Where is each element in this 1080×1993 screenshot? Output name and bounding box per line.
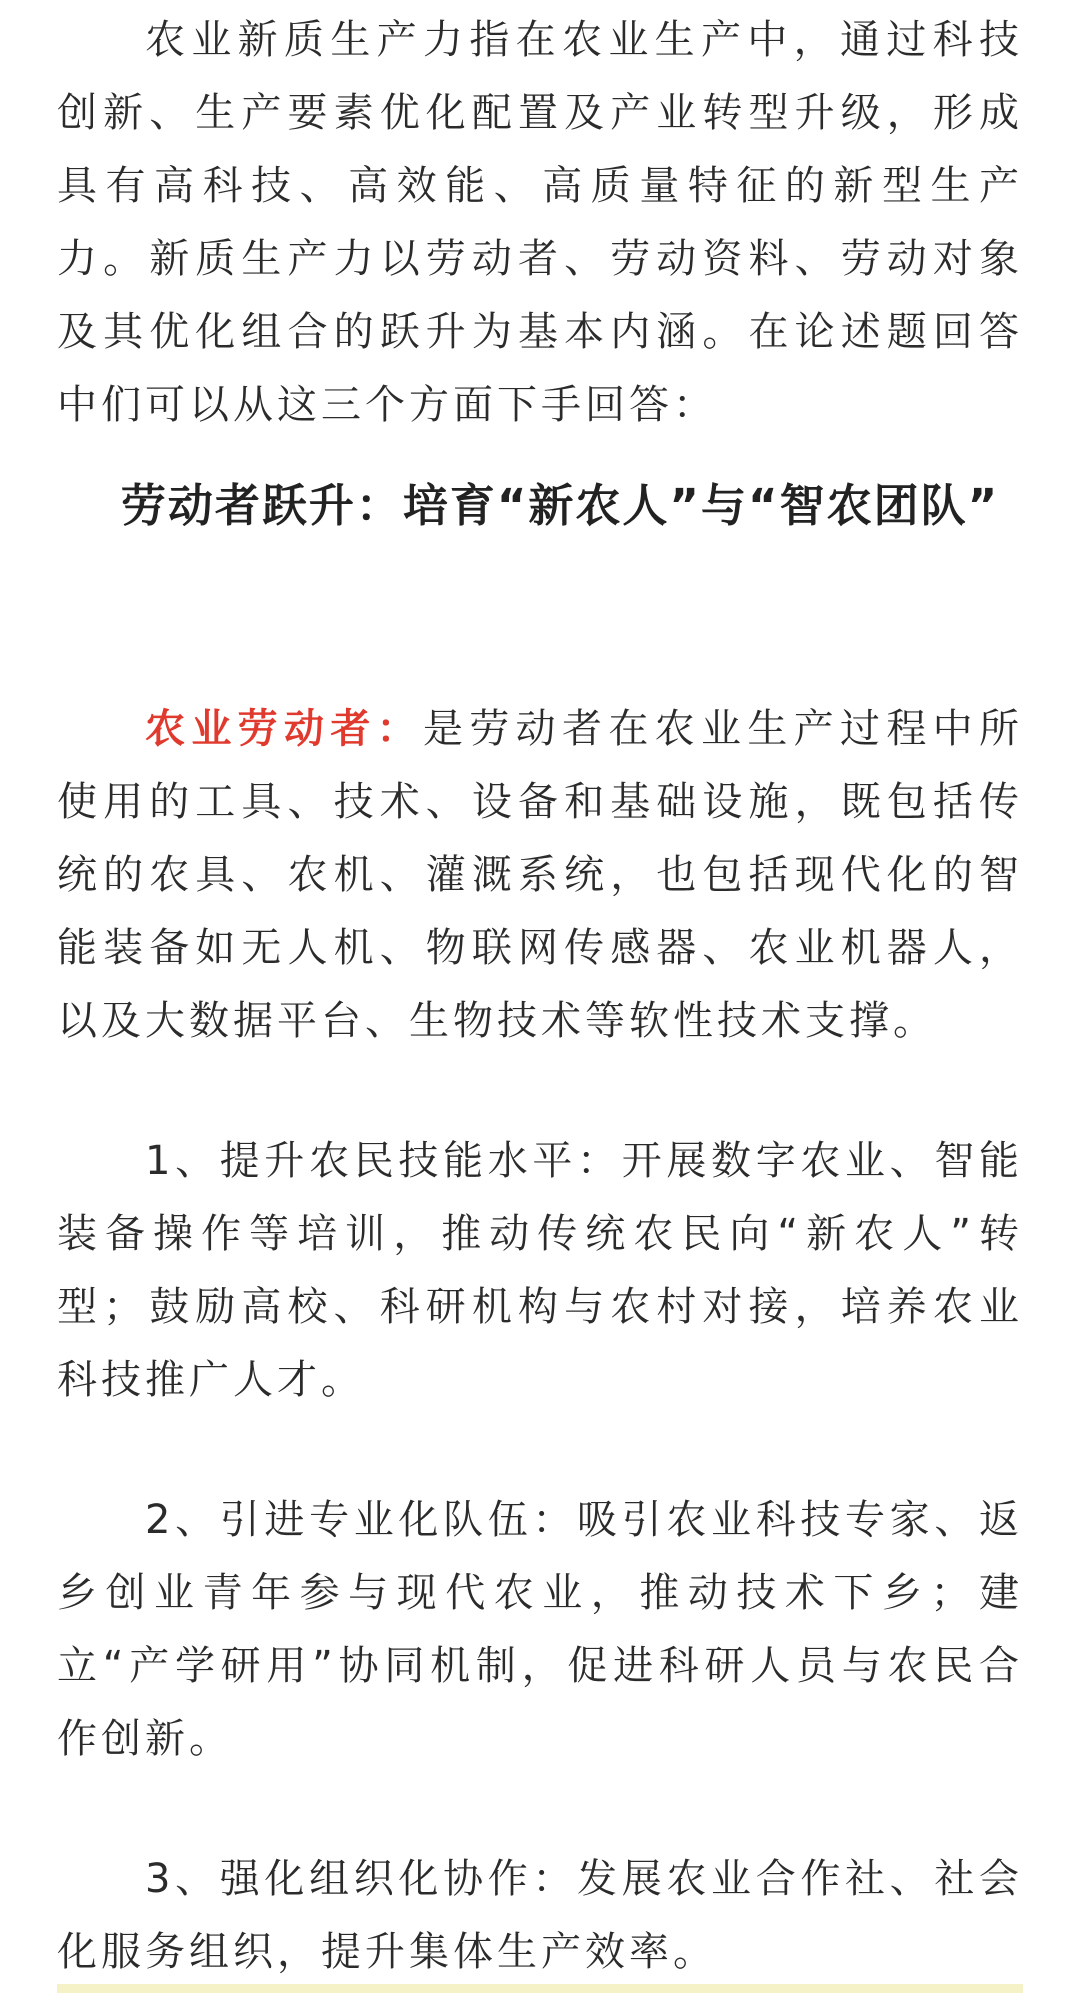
section-heading: 劳动者跃升：培育“新农人”与“智农团队” — [120, 479, 1000, 532]
point-item: 1、提升农民技能水平：开展数字农业、智能装备操作等培训，推动传统农民向“新农人”转型；鼓励高校、科研机构与农村对接，培养农业科技推广人才。 — [57, 1138, 1023, 1403]
intro-paragraph: 农业新质生产力指在农业生产中，通过科技创新、生产要素优化配置及产业转型升级，形成具有高科技、高效能、高质量特征的新型生产力。新质生产力以劳动者、劳动资料、劳动对象及其优化组合的跃升为基本内涵。在论述题回答中们可以从这三个方面下手回答： — [57, 17, 1023, 428]
point-item: 2、引进专业化队伍：吸引农业科技专家、返乡创业青年参与现代农业，推动技术下乡；建立“产学研用”协同机制，促进科研人员与农民合作创新。 — [57, 1497, 1023, 1762]
definition-text: 是劳动者在农业生产过程中所使用的工具、技术、设备和基础设施，既包括传统的农具、农机、灌溉系统，也包括现代化的智能装备如无人机、物联网传感器、农业机器人，以及大数据平台、生物技术等软性技术支撑。 — [57, 706, 1023, 1044]
highlight-band — [57, 1984, 1023, 1993]
definition-paragraph — [57, 693, 1023, 1058]
definition-label: 农业劳动者： — [145, 706, 423, 752]
point-item: 3、强化组织化协作：发展农业合作社、社会化服务组织，提升集体生产效率。 — [57, 1856, 1023, 1975]
